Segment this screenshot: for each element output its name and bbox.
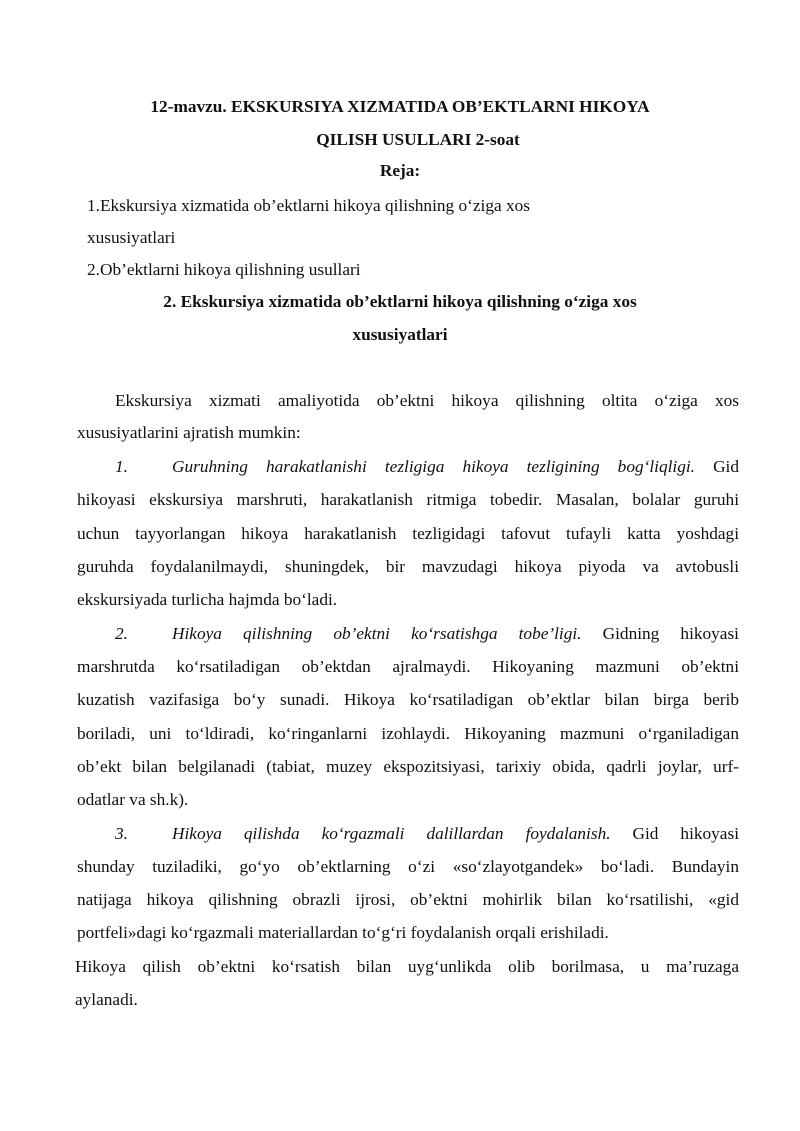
section-heading-line-2: xususiyatlari: [352, 325, 448, 344]
plan-item-1-line-2: xususiyatlari: [87, 228, 176, 247]
title-line-1: 12-mavzu. EKSKURSIYA XIZMATIDA OB’EKTLARNI HIKOYA: [150, 97, 650, 116]
item-1-line-4: guruhda foydalanilmaydi, shuningdek, bir mavzudagi hikoya piyoda va avtobusli: [77, 557, 739, 576]
item-1-line-3: uchun tayyorlangan hikoya harakatlanish tezligidagi tafovut tufayli katta yoshdagi: [77, 524, 739, 543]
item-2-title: Hikoya qilishning ob’ektni ko‘rsatishga tobe’ligi.: [172, 624, 582, 643]
item-3-number: 3.: [115, 824, 128, 843]
item-3-line-2: shunday tuziladiki, go‘yo ob’ektlarning o‘zi «so‘zlayotgandek» bo‘ladi. Bundayin: [77, 857, 739, 876]
title-line-2: QILISH USULLARI 2-soat: [316, 130, 520, 149]
item-2-last-line: odatlar va sh.k).: [77, 790, 189, 809]
item-3-last-line: portfeli»dagi ko‘rgazmali materiallardan to‘g‘ri foydalanish orqali erishiladi.: [77, 923, 609, 942]
item-3-first-rest: Gid hikoyasi: [610, 824, 739, 843]
item-1-line-2: hikoyasi ekskursiya marshruti, harakatlanish ritmiga tobedir. Masalan, bolalar guruhi: [77, 490, 739, 509]
item-2-line-2: marshrutda ko‘rsatiladigan ob’ektdan ajralmaydi. Hikoyaning mazmuni ob’ektni: [77, 657, 739, 676]
plan-item-2: 2.Ob’ektlarni hikoya qilishning usullari: [87, 260, 361, 279]
item-3-title: Hikoya qilishda ko‘rgazmali dalillardan foydalanish.: [172, 824, 611, 843]
closing-line-1: Hikoya qilish ob’ektni ko‘rsatish bilan uyg‘unlikda olib borilmasa, u ma’ruzaga: [75, 957, 739, 976]
plan-item-1-line-1: 1.Ekskursiya xizmatida ob’ektlarni hikoya qilishning o‘ziga xos: [87, 196, 530, 215]
section-heading-line-1: 2. Ekskursiya xizmatida ob’ektlarni hikoya qilishning o‘ziga xos: [163, 292, 637, 311]
item-2-first-line: [172, 624, 739, 644]
intro-line-2: xususiyatlarini ajratish mumkin:: [77, 423, 301, 442]
item-3-first-line: [172, 824, 739, 844]
item-1-first-rest: Gid: [694, 457, 739, 476]
item-2-line-5: ob’ekt bilan belgilanadi (tabiat, muzey ekspozitsiyasi, tarixiy obida, qadrli joylar, urf-: [77, 757, 739, 776]
item-1-title: Guruhning harakatlanishi tezligiga hikoya tezligining bog‘liqligi.: [172, 457, 695, 476]
item-1-last-line: ekskursiyada turlicha hajmda bo‘ladi.: [77, 590, 338, 609]
item-3-line-3: natijaga hikoya qilishning obrazli ijrosi, ob’ektni mohirlik bilan ko‘rsatilishi, «gid: [77, 890, 739, 909]
item-2-number: 2.: [115, 624, 128, 643]
item-1-number: 1.: [115, 457, 128, 476]
item-2-line-3: kuzatish vazifasiga bo‘y sunadi. Hikoya ko‘rsatiladigan ob’ektlar bilan birga berib: [77, 690, 739, 709]
closing-line-2: aylanadi.: [75, 990, 138, 1009]
plan-heading: Reja:: [379, 161, 421, 180]
item-1-first-line: [172, 457, 739, 477]
item-2-first-rest: Gidning hikoyasi: [581, 624, 739, 643]
item-2-line-4: boriladi, uni to‘ldiradi, ko‘ringanlarni izohlaydi. Hikoyaning mazmuni o‘rganiladigan: [77, 724, 739, 743]
intro-line-1: Ekskursiya xizmati amaliyotida ob’ektni hikoya qilishning oltita o‘ziga xos: [115, 391, 739, 410]
